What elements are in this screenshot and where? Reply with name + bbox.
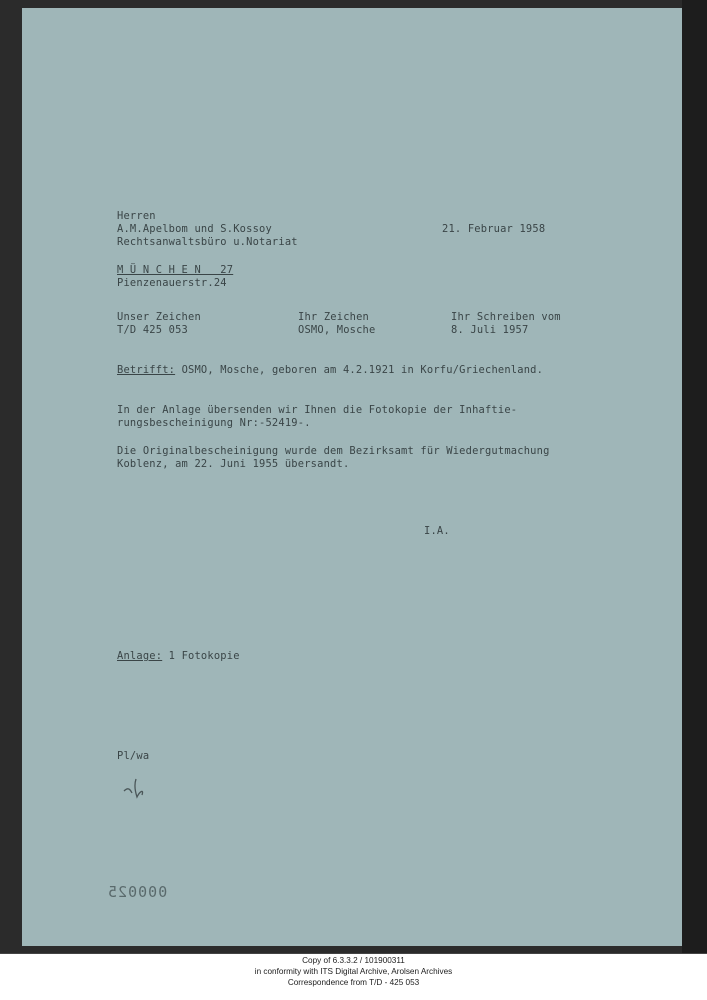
handwritten-initials-icon: [122, 777, 158, 801]
recipient-city: M Ü N C H E N 27: [117, 264, 234, 276]
footer-line-2: in conformity with ITS Digital Archive, Arolsen Archives: [254, 967, 453, 976]
footer-line-3: Correspondence from T/D - 425 053: [287, 978, 420, 987]
ref-yours-value: OSMO, Mosche: [298, 324, 376, 336]
scan-edge: [682, 0, 707, 953]
ref-ours-value: T/D 425 053: [117, 324, 189, 336]
letter-date: 21. Februar 1958: [442, 223, 546, 235]
subject-line: [117, 364, 543, 376]
subject-label: Betrifft:: [117, 364, 176, 376]
body-p1-line-1: In der Anlage übersenden wir Ihnen die Fotokopie der Inhaftie-: [117, 404, 518, 416]
enclosure-text: 1 Fotokopie: [162, 650, 240, 662]
body-p2-line-2: Koblenz, am 22. Juni 1955 übersandt.: [117, 458, 350, 470]
footer-divider: [0, 953, 707, 954]
letter-page: [22, 8, 682, 946]
archive-footer: [0, 955, 707, 988]
recipient-line-3: Rechtsanwaltsbüro u.Notariat: [117, 236, 298, 248]
typist-initials: Pl/wa: [117, 750, 150, 762]
ref-letter-label: Ihr Schreiben vom: [451, 311, 561, 323]
recipient-line-2: A.M.Apelbom und S.Kossoy: [117, 223, 272, 235]
ref-yours-label: Ihr Zeichen: [298, 311, 370, 323]
ref-ours-label: Unser Zeichen: [117, 311, 201, 323]
recipient-line-1: Herren: [117, 210, 156, 222]
recipient-street: Pienzenauerstr.24: [117, 277, 227, 289]
signoff: I.A.: [424, 525, 450, 537]
body-p1-line-2: rungsbescheinigung Nr:-52419-.: [117, 417, 311, 429]
archive-stamp-number: 000025: [107, 883, 168, 901]
ref-letter-value: 8. Juli 1957: [451, 324, 529, 336]
body-p2-line-1: Die Originalbescheinigung wurde dem Bezirksamt für Wiedergutmachung: [117, 445, 550, 457]
enclosure-line: [117, 650, 240, 662]
enclosure-label: Anlage:: [117, 650, 163, 662]
subject-text: OSMO, Mosche, geboren am 4.2.1921 in Korfu/Griechenland.: [175, 364, 544, 376]
footer-line-1: Copy of 6.3.3.2 / 101900311: [302, 956, 405, 965]
